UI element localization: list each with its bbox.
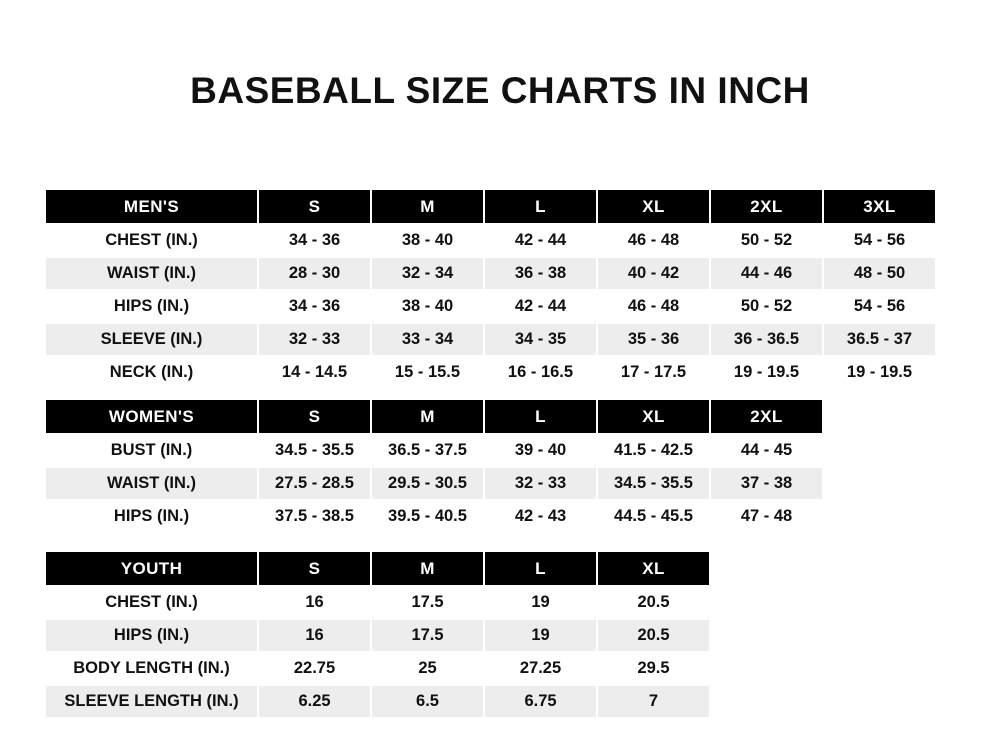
column-header: S (258, 189, 371, 224)
measurement-cell: 34 - 35 (484, 323, 597, 356)
measurement-cell: 32 - 33 (258, 323, 371, 356)
womens-header-label: WOMEN'S (45, 399, 258, 434)
column-header: XL (597, 551, 710, 586)
column-header: 2XL (710, 399, 823, 434)
measurement-cell: 20.5 (597, 586, 710, 619)
table-row (45, 619, 710, 652)
column-header: XL (597, 399, 710, 434)
measurement-cell: 27.5 - 28.5 (258, 467, 371, 500)
measurement-cell: 34.5 - 35.5 (258, 434, 371, 467)
measurement-cell: 36.5 - 37.5 (371, 434, 484, 467)
measurement-cell: 41.5 - 42.5 (597, 434, 710, 467)
row-label: HIPS (IN.) (45, 500, 258, 533)
measurement-cell: 39 - 40 (484, 434, 597, 467)
column-header: L (484, 189, 597, 224)
row-label: WAIST (IN.) (45, 467, 258, 500)
table-row (45, 257, 936, 290)
measurement-cell: 27.25 (484, 652, 597, 685)
measurement-cell: 35 - 36 (597, 323, 710, 356)
measurement-cell: 44 - 45 (710, 434, 823, 467)
measurement-cell: 6.75 (484, 685, 597, 718)
youth-table-body (45, 551, 710, 718)
youth-header-label: YOUTH (45, 551, 258, 586)
measurement-cell: 16 - 16.5 (484, 356, 597, 389)
measurement-cell: 32 - 34 (371, 257, 484, 290)
measurement-cell: 46 - 48 (597, 290, 710, 323)
row-label: HIPS (IN.) (45, 290, 258, 323)
measurement-cell: 19 - 19.5 (823, 356, 936, 389)
page-title: BASEBALL SIZE CHARTS IN INCH (190, 70, 810, 111)
column-header: L (484, 551, 597, 586)
measurement-cell: 6.25 (258, 685, 371, 718)
measurement-cell: 36 - 38 (484, 257, 597, 290)
column-header: 2XL (710, 189, 823, 224)
measurement-cell: 29.5 - 30.5 (371, 467, 484, 500)
measurement-cell: 38 - 40 (371, 224, 484, 257)
column-header: 3XL (823, 189, 936, 224)
mens-header-label: MEN'S (45, 189, 258, 224)
column-header: M (371, 189, 484, 224)
row-label: WAIST (IN.) (45, 257, 258, 290)
measurement-cell: 46 - 48 (597, 224, 710, 257)
measurement-cell: 7 (597, 685, 710, 718)
measurement-cell: 20.5 (597, 619, 710, 652)
table-row (45, 500, 823, 533)
mens-table-body (45, 189, 936, 389)
column-header: XL (597, 189, 710, 224)
table-row (45, 685, 710, 718)
measurement-cell: 54 - 56 (823, 224, 936, 257)
measurement-cell: 47 - 48 (710, 500, 823, 533)
measurement-cell: 19 (484, 586, 597, 619)
measurement-cell: 33 - 34 (371, 323, 484, 356)
measurement-cell: 50 - 52 (710, 224, 823, 257)
measurement-cell: 37 - 38 (710, 467, 823, 500)
column-header: S (258, 551, 371, 586)
measurement-cell: 38 - 40 (371, 290, 484, 323)
measurement-cell: 14 - 14.5 (258, 356, 371, 389)
womens-table-body (45, 399, 823, 533)
table-row (45, 652, 710, 685)
measurement-cell: 42 - 44 (484, 290, 597, 323)
table-row (45, 434, 823, 467)
measurement-cell: 39.5 - 40.5 (371, 500, 484, 533)
row-label: SLEEVE LENGTH (IN.) (45, 685, 258, 718)
table-row (45, 290, 936, 323)
measurement-cell: 36.5 - 37 (823, 323, 936, 356)
row-label: CHEST (IN.) (45, 224, 258, 257)
measurement-cell: 22.75 (258, 652, 371, 685)
measurement-cell: 28 - 30 (258, 257, 371, 290)
measurement-cell: 54 - 56 (823, 290, 936, 323)
measurement-cell: 48 - 50 (823, 257, 936, 290)
row-label: BUST (IN.) (45, 434, 258, 467)
mens-header-row (45, 189, 936, 224)
youth-size-table (44, 550, 711, 719)
table-row (45, 586, 710, 619)
measurement-cell: 19 (484, 619, 597, 652)
row-label: NECK (IN.) (45, 356, 258, 389)
measurement-cell: 40 - 42 (597, 257, 710, 290)
measurement-cell: 29.5 (597, 652, 710, 685)
measurement-cell: 16 (258, 586, 371, 619)
table-row (45, 323, 936, 356)
measurement-cell: 6.5 (371, 685, 484, 718)
measurement-cell: 50 - 52 (710, 290, 823, 323)
column-header: L (484, 399, 597, 434)
measurement-cell: 17.5 (371, 619, 484, 652)
mens-size-table (44, 188, 937, 390)
measurement-cell: 19 - 19.5 (710, 356, 823, 389)
measurement-cell: 37.5 - 38.5 (258, 500, 371, 533)
column-header: M (371, 551, 484, 586)
row-label: SLEEVE (IN.) (45, 323, 258, 356)
measurement-cell: 42 - 44 (484, 224, 597, 257)
measurement-cell: 42 - 43 (484, 500, 597, 533)
measurement-cell: 36 - 36.5 (710, 323, 823, 356)
measurement-cell: 17.5 (371, 586, 484, 619)
measurement-cell: 34.5 - 35.5 (597, 467, 710, 500)
row-label: HIPS (IN.) (45, 619, 258, 652)
column-header: M (371, 399, 484, 434)
measurement-cell: 44 - 46 (710, 257, 823, 290)
womens-size-table (44, 398, 824, 534)
row-label: CHEST (IN.) (45, 586, 258, 619)
measurement-cell: 15 - 15.5 (371, 356, 484, 389)
column-header: S (258, 399, 371, 434)
measurement-cell: 44.5 - 45.5 (597, 500, 710, 533)
womens-header-row (45, 399, 823, 434)
youth-header-row (45, 551, 710, 586)
measurement-cell: 25 (371, 652, 484, 685)
table-row (45, 467, 823, 500)
measurement-cell: 17 - 17.5 (597, 356, 710, 389)
measurement-cell: 34 - 36 (258, 290, 371, 323)
measurement-cell: 34 - 36 (258, 224, 371, 257)
row-label: BODY LENGTH (IN.) (45, 652, 258, 685)
measurement-cell: 32 - 33 (484, 467, 597, 500)
table-row (45, 356, 936, 389)
measurement-cell: 16 (258, 619, 371, 652)
table-row (45, 224, 936, 257)
